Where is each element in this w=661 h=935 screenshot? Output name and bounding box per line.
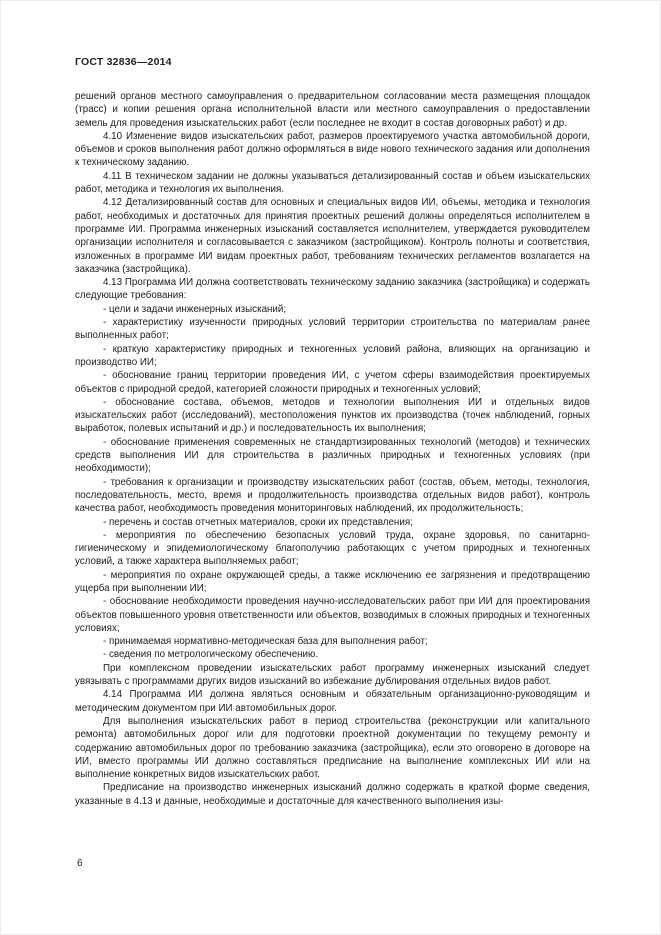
list-item: - обоснование границ территории проведения ИИ, с учетом сферы взаимодействия проектируемых объектов с природной средой, категорией сложности природных и техногенных условий; bbox=[75, 370, 590, 395]
paragraph: При комплексном проведении изыскательских работ программу инженерных изысканий следует увязывать с программами других видов изысканий во избежание дублирования отдельных видов работ. bbox=[75, 662, 590, 688]
list-item: - обоснование необходимости проведения научно-исследовательских работ при ИИ для проектирования объектов повышенного уровня ответственности или объектов, возводимых в сложных природных и техногенных условиях; bbox=[75, 596, 590, 634]
paragraph: Для выполнения изыскательских работ в период строительства (реконструкции или капитального ремонта) автомобильных дорог или для подготовки проектной документации по текущему ремонту и содержанию автомобильных дорог по требованию заказчика (застройщика), если это оговорено в договоре на ИИ, вместо программы ИИ должно составляться предписание на выполнение комплексных ИИ или на выполнение конкретных видов изыскательских работ. bbox=[75, 715, 590, 781]
list-item: - мероприятия по обеспечению безопасных условий труда, охране здоровья, по санитарно-гигиеническому и эпидемиологическому благополучию работающих с учетом природных и техногенных условий, а также характера выполняемых работ; bbox=[75, 529, 590, 568]
clause-4-13: 4.13 Программа ИИ должна соответствовать техническому заданию заказчика (застройщика) и содержать следующие требования: bbox=[75, 277, 590, 302]
list-item: - обоснование состава, объемов, методов и технологии выполнения ИИ и отдельных видов изыскательских работ (исследований), местоположения пунктов их производства (точек наблюдений, горных выработок, полевых испытаний и др.) и последовательность их выполнения; bbox=[75, 396, 590, 435]
document-body bbox=[75, 90, 590, 808]
paragraph-continuation: решений органов местного самоуправления о предварительном согласовании места размещения площадок (трасс) и копии решения органа исполнительной власти или местного самоуправления о предоставлении земель для проведения изыскательских работ (если последнее не входит в состав договорных работ) и др. bbox=[75, 91, 590, 129]
list-item: - краткую характеристику природных и техногенных условий района, влияющих на организацию и производство ИИ; bbox=[75, 343, 590, 368]
paragraph-pagebreak: Предписание на производство инженерных изысканий должно содержать в краткой форме сведения, указанные в 4.13 и данные, необходимые и достаточные для качественного выполнения изы- bbox=[75, 782, 590, 807]
list-item: - требования к организации и производству изыскательских работ (состав, объем, методы, технология, последовательность, место, время и продолжительность производства отдельных видов работ), контроль качества работ, необходимость проведения мониторинговых наблюдений, их продолжительность; bbox=[75, 476, 590, 515]
list-item: - сведения по метрологическому обеспечению. bbox=[103, 649, 319, 661]
clause-4-12: 4.12 Детализированный состав для основных и специальных видов ИИ, объемы, методика и технология работ, необходимых и достаточных для принятия проектных решений должны определяться исполнителем в программе ИИ. Программа инженерных изысканий составляется исполнителем, утверждается руководителем организации исполнителя и согласовывается с заказчиком (застройщиком). Контроль полноты и соответствия, изложенных в программе ИИ видам проектных работ, требованиям технических регламентов возлагается на заказчика (застройщика). bbox=[75, 197, 590, 275]
list-item: - обоснование применения современных не стандартизированных технологий (методов) и технических средств выполнения ИИ для строительства в различных природных и техногенных условиях (при необходимости); bbox=[75, 436, 590, 475]
list-item: - принимаемая нормативно-методическая база для выполнения работ; bbox=[103, 636, 428, 648]
page-number: 6 bbox=[77, 858, 83, 869]
standard-number-header: ГОСТ 32836—2014 bbox=[75, 56, 172, 68]
list-item: - характеристику изученности природных условий территории строительства по материалам ранее выполненных работ; bbox=[75, 317, 590, 342]
list-item: - перечень и состав отчетных материалов, сроки их представления; bbox=[103, 516, 413, 528]
list-item: - мероприятия по охране окружающей среды, а также исключению ее загрязнения и предотвращению ущерба при выполнении ИИ; bbox=[75, 569, 590, 594]
clause-4-10: 4.10 Изменение видов изыскательских работ, размеров проектируемого участка автомобильной дороги, объемов и сроков выполнения работ должно оформляться в виде нового технического задания или дополнения к техническому заданию. bbox=[75, 130, 590, 169]
clause-4-11: 4.11 В техническом задании не должны указываться детализированный состав и объем изыскательских работ, методика и технология их выполнения. bbox=[75, 170, 590, 196]
list-item: - цели и задачи инженерных изысканий; bbox=[103, 303, 287, 315]
clause-4-14: 4.14 Программа ИИ должна являться основным и обязательным организационно-руководящим и методическим документом при ИИ автомобильных дорог. bbox=[75, 689, 590, 714]
